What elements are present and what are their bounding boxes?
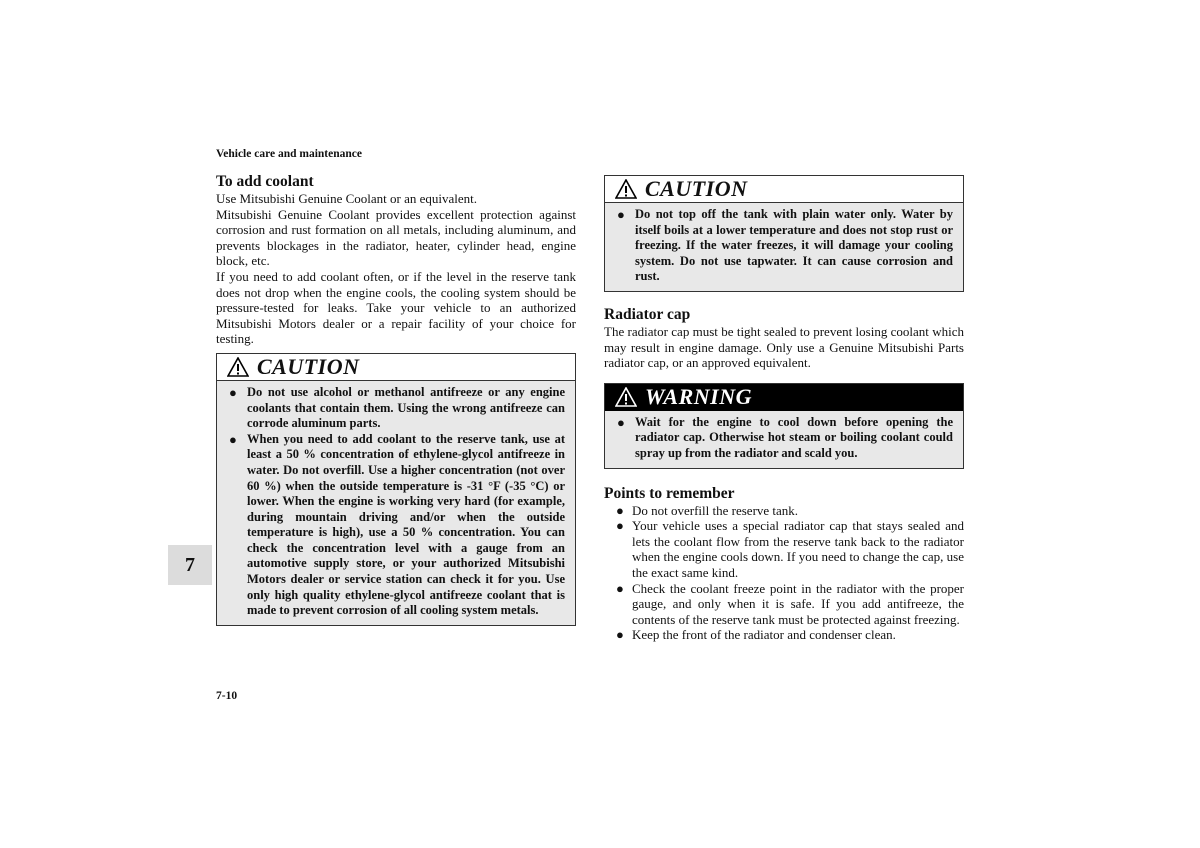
bullet-icon: ● [229, 431, 237, 447]
list-item [616, 503, 964, 519]
chapter-tab: 7 [168, 545, 212, 585]
warning-triangle-icon [615, 179, 637, 199]
bullet-icon: ● [229, 384, 237, 400]
paragraph: The radiator cap must be tight sealed to prevent losing coolant which may result in engine damage. Only use a Genuine Mitsubishi Parts radiator cap, or an approved equivalent. [604, 323, 964, 371]
warning-box [604, 383, 964, 469]
heading-add-coolant: To add coolant [216, 173, 314, 190]
caution-item [229, 385, 565, 432]
paragraph: Use Mitsubishi Genuine Coolant or an equivalent. [216, 191, 478, 206]
bullet-icon: ● [616, 580, 624, 596]
list-item-text: Keep the front of the radiator and condenser clean. [632, 627, 896, 643]
list-item [616, 581, 964, 628]
bullet-icon: ● [617, 207, 625, 222]
page-number: 7-10 [216, 690, 238, 702]
caution-item [229, 432, 565, 619]
heading-points-to-remember: Points to remember [604, 484, 735, 502]
caution-item-text: Do not top off the tank with plain water only. Water by itself boils at a lower temperature and does not stop rust or freezing. If the water freezes, it will damage your cooling system. Do not use tapwater. It can cause corrosion and rust. [635, 207, 953, 284]
caution-body [605, 203, 963, 291]
list-item [616, 627, 964, 643]
caution-item-text: When you need to add coolant to the reserve tank, use at least a 50 % concentration of ethylene-glycol antifreeze in water. Do not overfill. Use a higher concentration (not over 60 %) when the outside temperature is -31 °F (-35 °C) or lower. When the engine is working very hard (for example, during mountain driving and/or when the outside temperature is high), use a 50 % concentration. You can check the concentration level with a gauge from an automotive supply store, or your authorized Mitsubishi Motors dealer or service station can check it for you. Use only high quality ethylene-glycol antifreeze coolant that is made to prevent corrosion of all cooling system metals. [247, 431, 565, 618]
warning-title: WARNING [645, 383, 753, 409]
bullet-icon: ● [617, 414, 625, 430]
list-item-text: Do not overfill the reserve tank. [632, 502, 799, 518]
warning-triangle-icon [615, 387, 637, 407]
bullet-icon: ● [616, 627, 624, 643]
caution-body [217, 381, 575, 625]
warning-header [605, 384, 963, 411]
left-column [216, 173, 576, 626]
list-item-text: Your vehicle uses a special radiator cap that stays sealed and lets the coolant flow from the reserve tank back to the radiator when the engine cools down. If you need to change the cap, use the exact same kind. [632, 518, 964, 580]
caution-header [217, 354, 575, 381]
caution-header [605, 176, 963, 203]
list-item [616, 518, 964, 580]
section-header: Vehicle care and maintenance [216, 148, 362, 160]
right-column [604, 175, 964, 643]
caution-box [604, 175, 964, 292]
caution-title: CAUTION [645, 176, 748, 201]
caution-box [216, 353, 576, 626]
warning-item [617, 415, 953, 462]
bullet-icon: ● [616, 518, 624, 534]
caution-item-text: Do not use alcohol or methanol antifreeze or any engine coolants that contain them. Using the wrong antifreeze can corrode aluminum parts. [247, 384, 565, 431]
points-list [604, 503, 964, 643]
warning-triangle-icon [227, 357, 249, 377]
caution-title: CAUTION [257, 353, 360, 379]
warning-item-text: Wait for the engine to cool down before opening the radiator cap. Otherwise hot steam or boiling coolant could spray up from the radiator and scald you. [635, 414, 953, 460]
heading-radiator-cap: Radiator cap [604, 305, 691, 323]
list-item-text: Check the coolant freeze point in the radiator with the proper gauge, and only when it is safe. If you add antifreeze, the contents of the reserve tank must be protected against freezing. [632, 580, 964, 627]
paragraph: If you need to add coolant often, or if the level in the reserve tank does not drop when the engine cools, the cooling system should be pressure-tested for leaks. Take your vehicle to an authorized Mitsubishi Motors dealer or a repair facility of your choice for testing. [216, 268, 576, 347]
warning-body [605, 411, 963, 468]
paragraph: Mitsubishi Genuine Coolant provides excellent protection against corrosion and rust formation on all metals, including aluminum, and prevents blockages in the radiator, heater, cylinder head, engine block, etc. [216, 206, 576, 269]
bullet-icon: ● [616, 502, 624, 518]
caution-item [617, 207, 953, 285]
